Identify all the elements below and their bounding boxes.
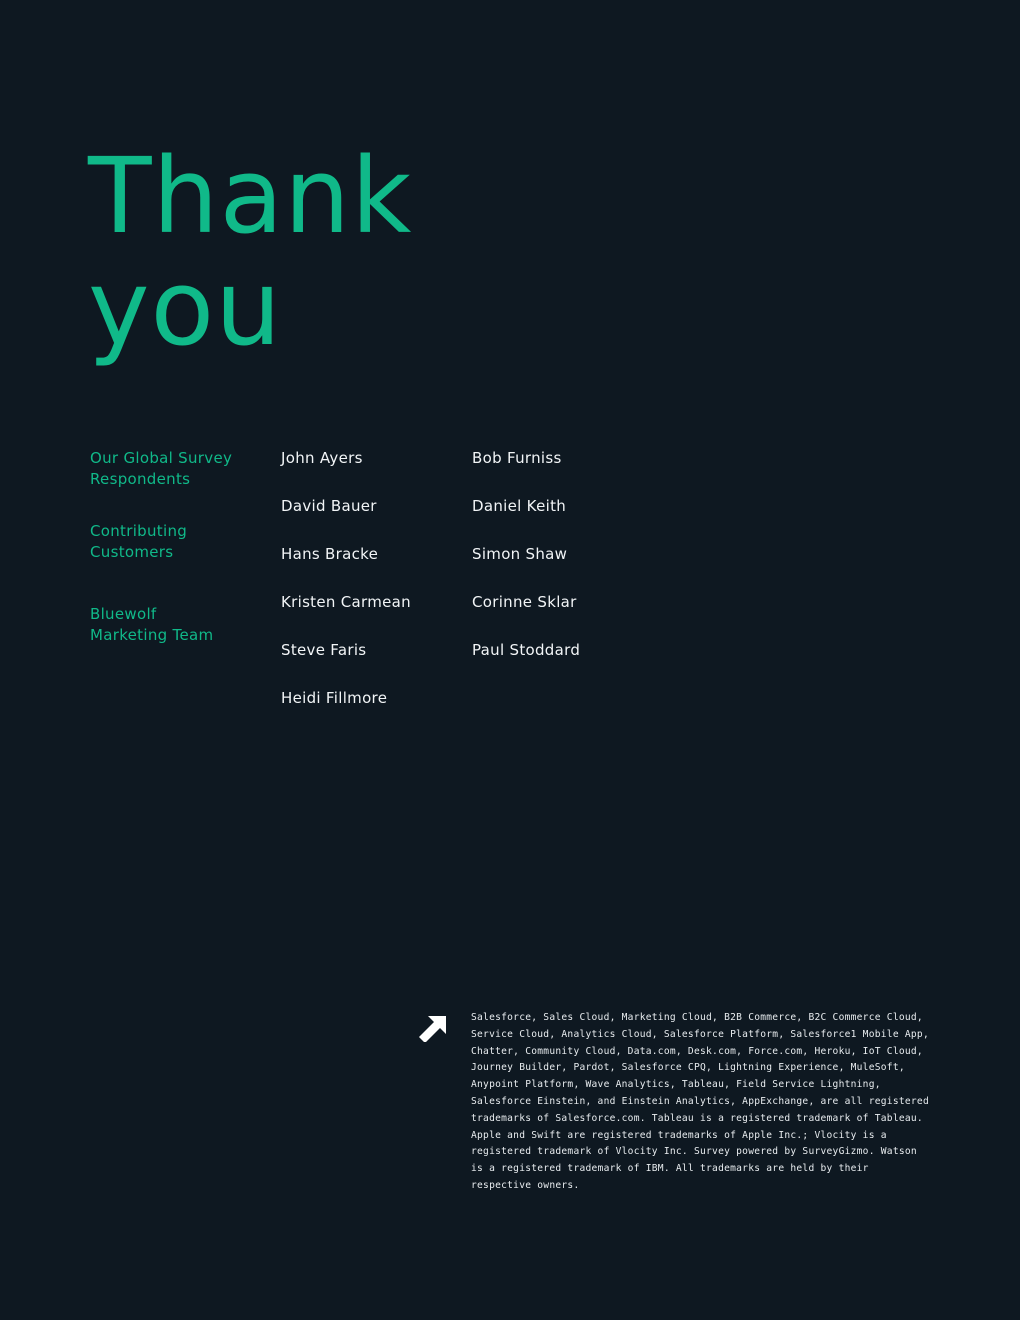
person-name: Heidi Fillmore [281, 689, 388, 707]
person-name: Simon Shaw [472, 545, 568, 563]
group-label-line: Contributing [90, 522, 188, 540]
trademark-disclaimer: Salesforce, Sales Cloud, Marketing Cloud, B2B Commerce, B2C Commerce Cloud, Service Cloud, Analytics Cloud, Salesforce Platform, Salesforce1 Mobile App, Chatter, Community Cloud, Data.com, Desk.com, Force.com, Heroku, IoT Cloud, Journey Builder, Pardot, Salesforce CPQ, Lightning Experience, MuleSoft, Anypoint Platform, Wave Analytics, Tableau, Field Service Lightning, Salesforce Einstein, and Einstein Analytics, AppExchange, are all registered trademarks of Salesforce.com. Tableau is a registered trademark of Tableau. Apple and Swift are registered trademarks of Apple Inc.; Vlocity is a registered trademark of Vlocity Inc. Survey powered by SurveyGizmo. Watson is a registered trademark of IBM. All trademarks are held by their respective owners. [471, 1012, 929, 1191]
person-name: Hans Bracke [281, 545, 379, 563]
person-name: Steve Faris [281, 641, 367, 659]
group-label-line: Marketing Team [90, 626, 214, 644]
group-survey-respondents [90, 448, 260, 490]
group-label-line: Bluewolf [90, 605, 157, 623]
names-column-2 [472, 448, 580, 688]
person-name: Bob Furniss [472, 449, 562, 467]
person-name: Corinne Sklar [472, 593, 577, 611]
group-label-line: Respondents [90, 470, 191, 488]
arrow-up-right-icon [418, 1012, 448, 1042]
person-name: David Bauer [281, 497, 377, 515]
group-marketing-team [90, 604, 260, 646]
title-line-2: you [88, 247, 283, 369]
group-contributing-customers [90, 521, 260, 563]
names-column-1 [281, 448, 411, 736]
page-title [88, 135, 413, 369]
person-name: Paul Stoddard [472, 641, 581, 659]
title-line-1: Thank [88, 135, 413, 257]
arrow-shape [419, 1016, 446, 1042]
group-label-line: Customers [90, 543, 174, 561]
person-name: Kristen Carmean [281, 593, 411, 611]
person-name: Daniel Keith [472, 497, 567, 515]
group-label-line: Our Global Survey [90, 449, 233, 467]
person-name: John Ayers [281, 449, 363, 467]
